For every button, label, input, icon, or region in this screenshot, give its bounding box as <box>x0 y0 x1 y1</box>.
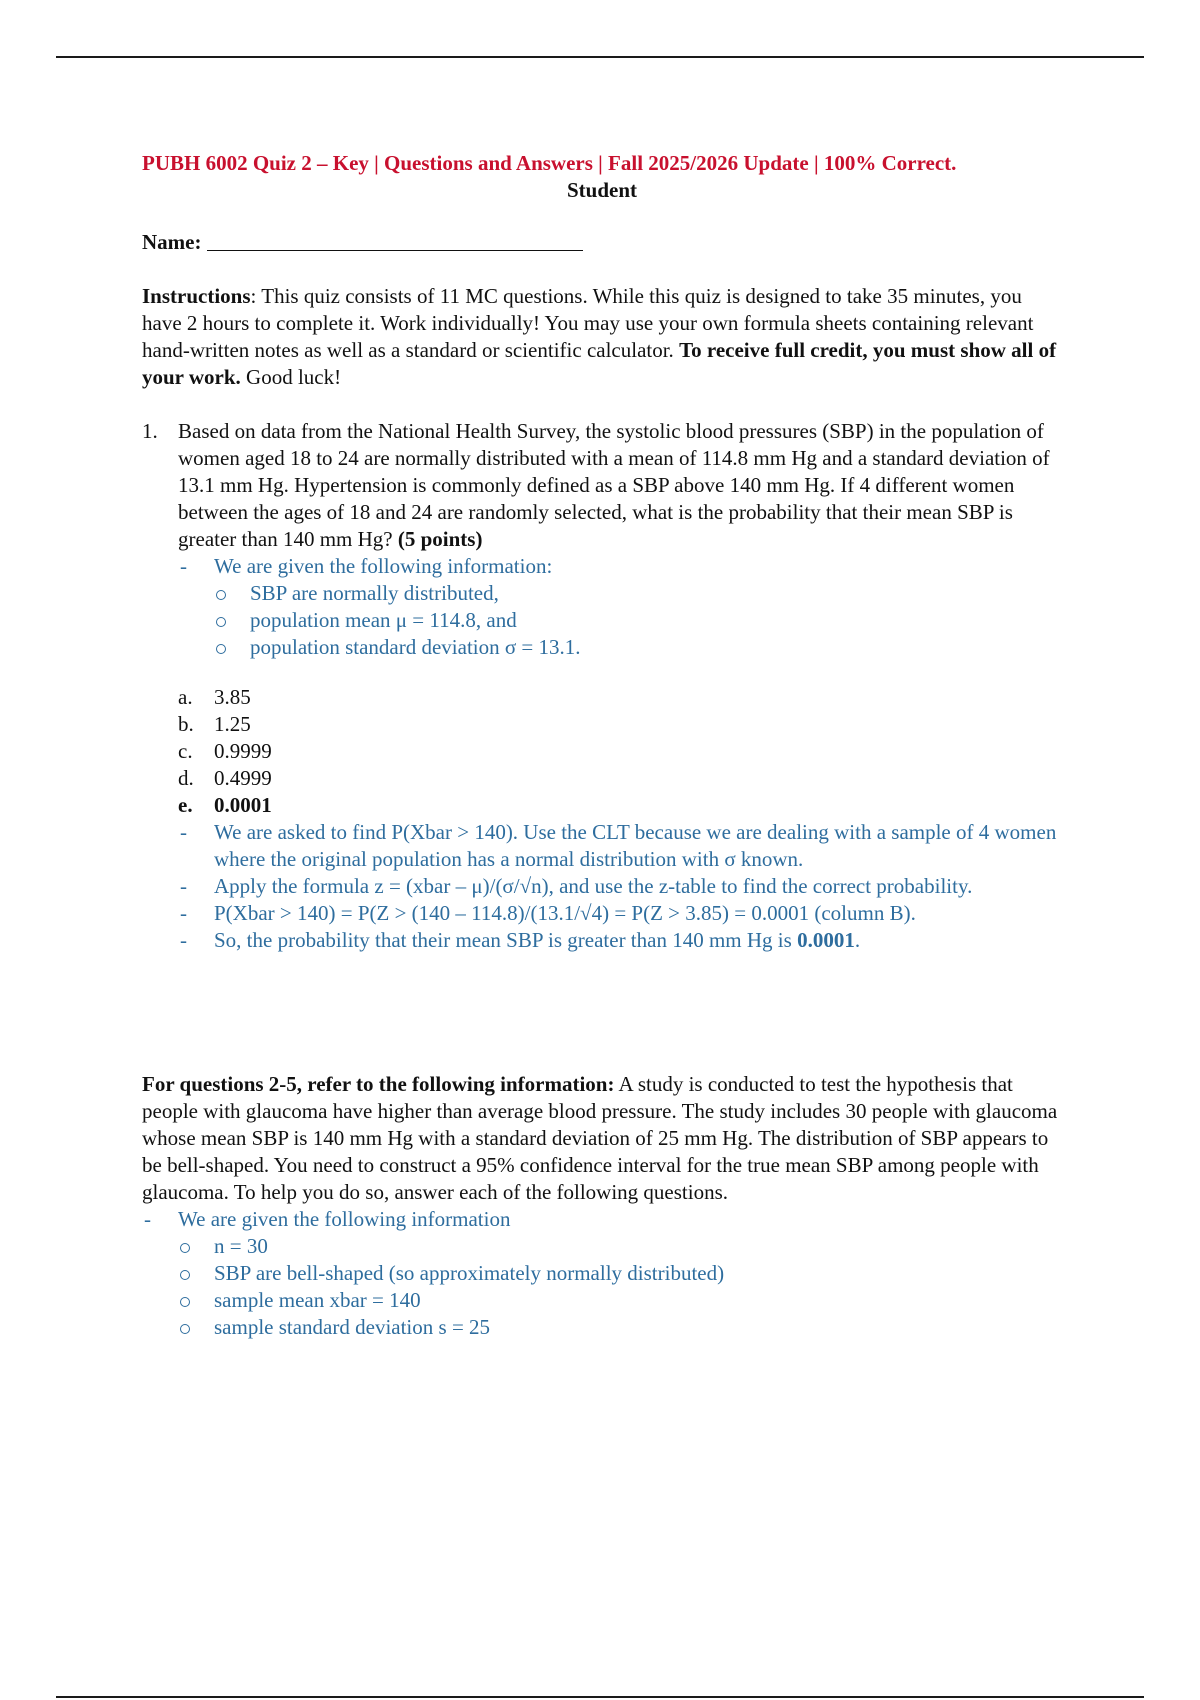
choice-value: 0.4999 <box>214 766 272 790</box>
choice-letter: d. <box>178 766 194 790</box>
given-item: SBP are normally distributed, <box>214 580 1062 607</box>
name-row <box>142 229 1062 256</box>
instructions-paragraph <box>142 283 1062 391</box>
instructions-bold-text: To receive full credit, you must show all of your work. <box>142 338 1057 389</box>
given-item: SBP are bell-shaped (so approximately normally distributed) <box>178 1260 1062 1287</box>
questions-2-5-intro <box>142 1071 1062 1206</box>
document-subtitle: Student <box>566 178 638 202</box>
choice-letter: b. <box>178 712 194 736</box>
questions-2-5-given-items <box>178 1233 1062 1341</box>
choice-d <box>178 765 1062 792</box>
explanation-conclusion <box>178 927 1062 954</box>
choice-value: 0.0001 <box>214 793 272 817</box>
question-1-stem <box>178 418 1062 553</box>
given-item: sample mean xbar = 140 <box>178 1287 1062 1314</box>
given-item: population mean μ = 114.8, and <box>214 607 1062 634</box>
questions-2-5-lead: For questions 2-5, refer to the following information: <box>142 1072 615 1096</box>
question-1-text: Based on data from the National Health Survey, the systolic blood pressures (SBP) in the population of women aged 18 to 24 are normally distributed with a mean of 114.8 mm Hg and a standard deviation of 13.1 mm Hg. Hypertension is commonly defined as a SBP above 140 mm Hg. If 4 different women between the ages of 18 and 24 are randomly selected, what is the probability that their mean SBP is greater than 140 mm Hg? <box>178 419 1050 551</box>
choice-c <box>178 738 1062 765</box>
questions-2-5-given-intro <box>142 1206 1062 1233</box>
given-intro-text: We are given the following information: <box>214 554 553 578</box>
given-intro-text: We are given the following information <box>178 1207 511 1231</box>
choice-letter: e. <box>178 793 193 817</box>
question-1-number: 1. <box>142 419 158 443</box>
conclusion-value: 0.0001 <box>797 928 855 952</box>
choice-letter: c. <box>178 739 193 763</box>
top-rule <box>56 56 1144 58</box>
question-1-given-list <box>178 553 1062 661</box>
choice-e-correct <box>178 792 1062 819</box>
questions-2-5-text: A study is conducted to test the hypothesis that people with glaucoma have higher than average blood pressure. The study includes 30 people with glaucoma whose mean SBP is 140 mm Hg with a standard deviation of 25 mm Hg. The distribution of SBP appears to be bell-shaped. You need to construct a 95% confidence interval for the true mean SBP among people with glaucoma. To help you do so, answer each of the following questions. <box>142 1072 1058 1204</box>
question-1-given-intro <box>178 553 1062 661</box>
conclusion-text: So, the probability that their mean SBP is greater than 140 mm Hg is <box>214 928 798 952</box>
bottom-rule <box>56 1696 1144 1698</box>
conclusion-end: . <box>854 928 861 952</box>
choice-a <box>178 684 1062 711</box>
question-1-given-items <box>214 580 1062 661</box>
question-1-points: (5 points) <box>397 527 483 551</box>
instructions-label: Instructions <box>142 284 251 308</box>
document-title: PUBH 6002 Quiz 2 – Key | Questions and Answers | Fall 2025/2026 Update | 100% Correct. <box>142 151 957 175</box>
instructions-text: : This quiz consists of 11 MC questions. While this quiz is designed to take 35 minutes, you have 2 hours to complete it. Work individually! You may use your own formula sheets containing relevant hand-written notes as well as a standard or scientific calculator. <box>142 284 1034 362</box>
given-item: n = 30 <box>178 1233 1062 1260</box>
choice-b <box>178 711 1062 738</box>
question-1-explanation <box>178 819 1062 954</box>
instructions-closing: Good luck! <box>240 365 342 389</box>
choice-value: 0.9999 <box>214 739 272 763</box>
given-item: population standard deviation σ = 13.1. <box>214 634 1062 661</box>
document-page <box>142 150 1062 1341</box>
name-blank-line <box>207 250 583 251</box>
given-item: sample standard deviation s = 25 <box>178 1314 1062 1341</box>
explanation-item: - Apply the formula z = (xbar – μ)/(σ/√n), and use the z-table to find the correct probability. <box>178 873 1062 900</box>
explanation-item: - P(Xbar > 140) = P(Z > (140 – 114.8)/(13.1/√4) = P(Z > 3.85) = 0.0001 (column B). <box>178 900 1062 927</box>
name-label: Name: <box>142 230 202 254</box>
questions-2-5-given-list <box>142 1206 1062 1233</box>
question-1-body <box>178 418 1062 954</box>
explanation-item: - We are asked to find P(Xbar > 140). Use the CLT because we are dealing with a sample of 4 women where the original population has a normal distribution with σ known. <box>178 819 1062 873</box>
choice-letter: a. <box>178 685 193 709</box>
question-1-choices <box>178 684 1062 819</box>
question-1 <box>142 418 1062 954</box>
choice-value: 3.85 <box>214 685 251 709</box>
choice-value: 1.25 <box>214 712 251 736</box>
